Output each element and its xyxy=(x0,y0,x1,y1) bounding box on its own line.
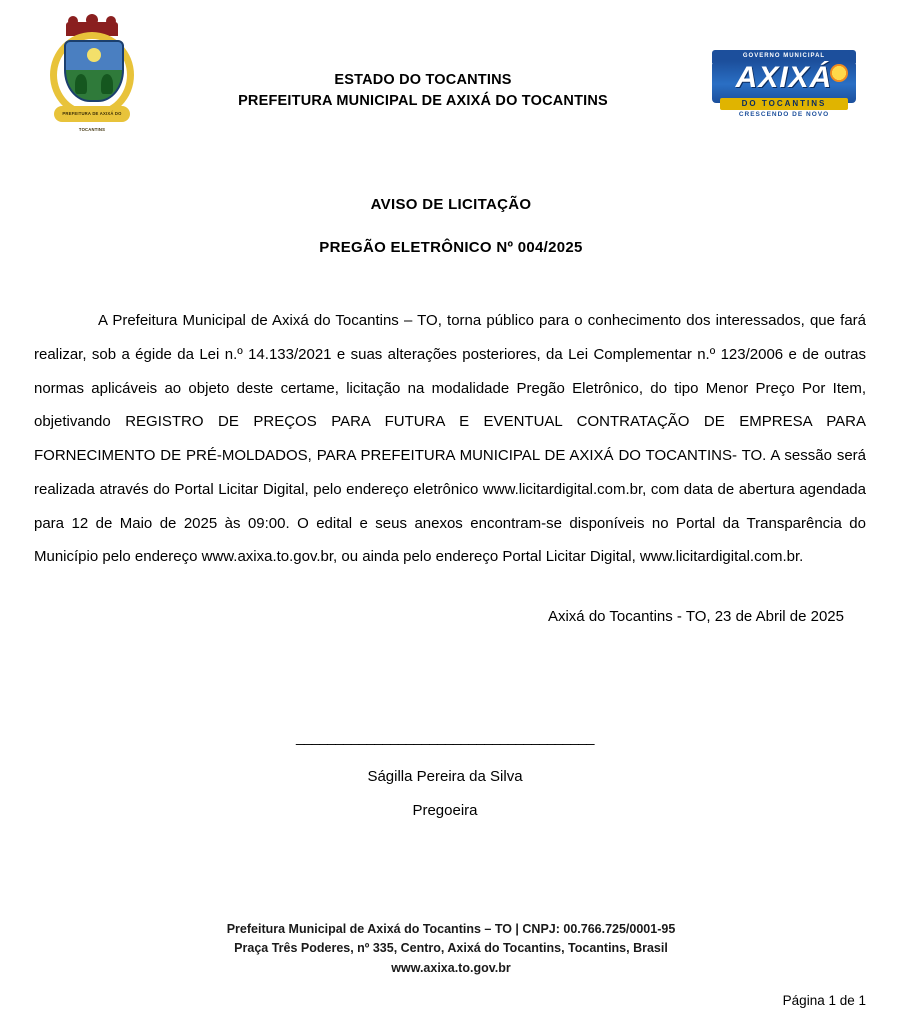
logo-main xyxy=(712,61,856,103)
crest-ribbon-label: PREFEITURA DE AXIXÁ DO TOCANTINS xyxy=(62,111,122,132)
coat-of-arms-icon xyxy=(50,22,134,132)
logo-sub-label: DO TOCANTINS xyxy=(720,98,848,110)
header-titles xyxy=(134,22,712,112)
header-city-line: PREFEITURA MUNICIPAL DE AXIXÁ DO TOCANTINS xyxy=(238,93,608,110)
crest-shield xyxy=(64,40,124,102)
crest-ribbon xyxy=(54,106,130,132)
footer-line-1: Prefeitura Municipal de Axixá do Tocantins – TO | CNPJ: 00.766.725/0001-95 xyxy=(226,921,676,936)
page-subtitle: PREGÃO ELETRÔNICO Nº 004/2025 xyxy=(319,239,583,256)
notice-titles xyxy=(32,196,870,256)
logo-name-label: AXIXÁ xyxy=(735,61,833,94)
document-footer xyxy=(0,920,902,978)
header-state-line: ESTADO DO TOCANTINS xyxy=(334,72,512,88)
signature-role: Pregoeira xyxy=(412,802,478,819)
page-title: AVISO DE LICITAÇÃO xyxy=(370,196,532,213)
notice-body-paragraph: A Prefeitura Municipal de Axixá do Tocantins – TO, torna público para o conhecimento dos interessados, que fará realizar, sob a égide da Lei n.º 14.133/2021 e suas alterações posteriores, da Lei Complementar n.º 123/2006 e de outras normas aplicáveis ao objeto deste certame, licitação na modalidade Pregão Eletrônico, do tipo Menor Preço Por Item, objetivando REGISTRO DE PREÇOS PARA FUTURA E EVENTUAL CONTRATAÇÃO DE EMPRESA PARA FORNECIMENTO DE PRÉ-MOLDADOS, PARA PREFEITURA MUNICIPAL DE AXIXÁ DO TOCANTINS- TO. A sessão será realizada através do Portal Licitar Digital, pelo endereço eletrônico www.licitardigital.com.br, com data de abertura agendada para 12 de Maio de 2025 às 09:00. O edital e seus anexos encontram-se disponíveis no Portal da Transparência do Município pelo endereço www.axixa.to.gov.br, ou ainda pelo endereço Portal Licitar Digital, www.licitardigital.com.br. xyxy=(34,312,866,566)
logo-slogan-label: CRESCENDO DE NOVO xyxy=(738,111,830,118)
municipal-logo xyxy=(712,50,856,122)
crest-palm-icon xyxy=(75,74,87,94)
notice-date-line: Axixá do Tocantins - TO, 23 de Abril de 2025 xyxy=(547,608,844,625)
signature-rule: ______________________________________ xyxy=(295,729,594,746)
crest-palm-icon-2 xyxy=(101,74,113,94)
signature-name: Ságilla Pereira da Silva xyxy=(367,768,523,785)
document-header xyxy=(32,0,870,134)
crest-crown-center xyxy=(86,14,98,26)
logo-top-label: GOVERNO MUNICIPAL xyxy=(712,50,856,63)
signature-block xyxy=(32,729,870,819)
page-number: Página 1 de 1 xyxy=(782,993,866,1008)
crest-sun-icon xyxy=(87,48,101,62)
footer-website: www.axixa.to.gov.br xyxy=(391,960,511,975)
footer-line-2: Praça Três Poderes, nº 335, Centro, Axixá do Tocantins, Tocantins, Brasil xyxy=(234,941,668,956)
